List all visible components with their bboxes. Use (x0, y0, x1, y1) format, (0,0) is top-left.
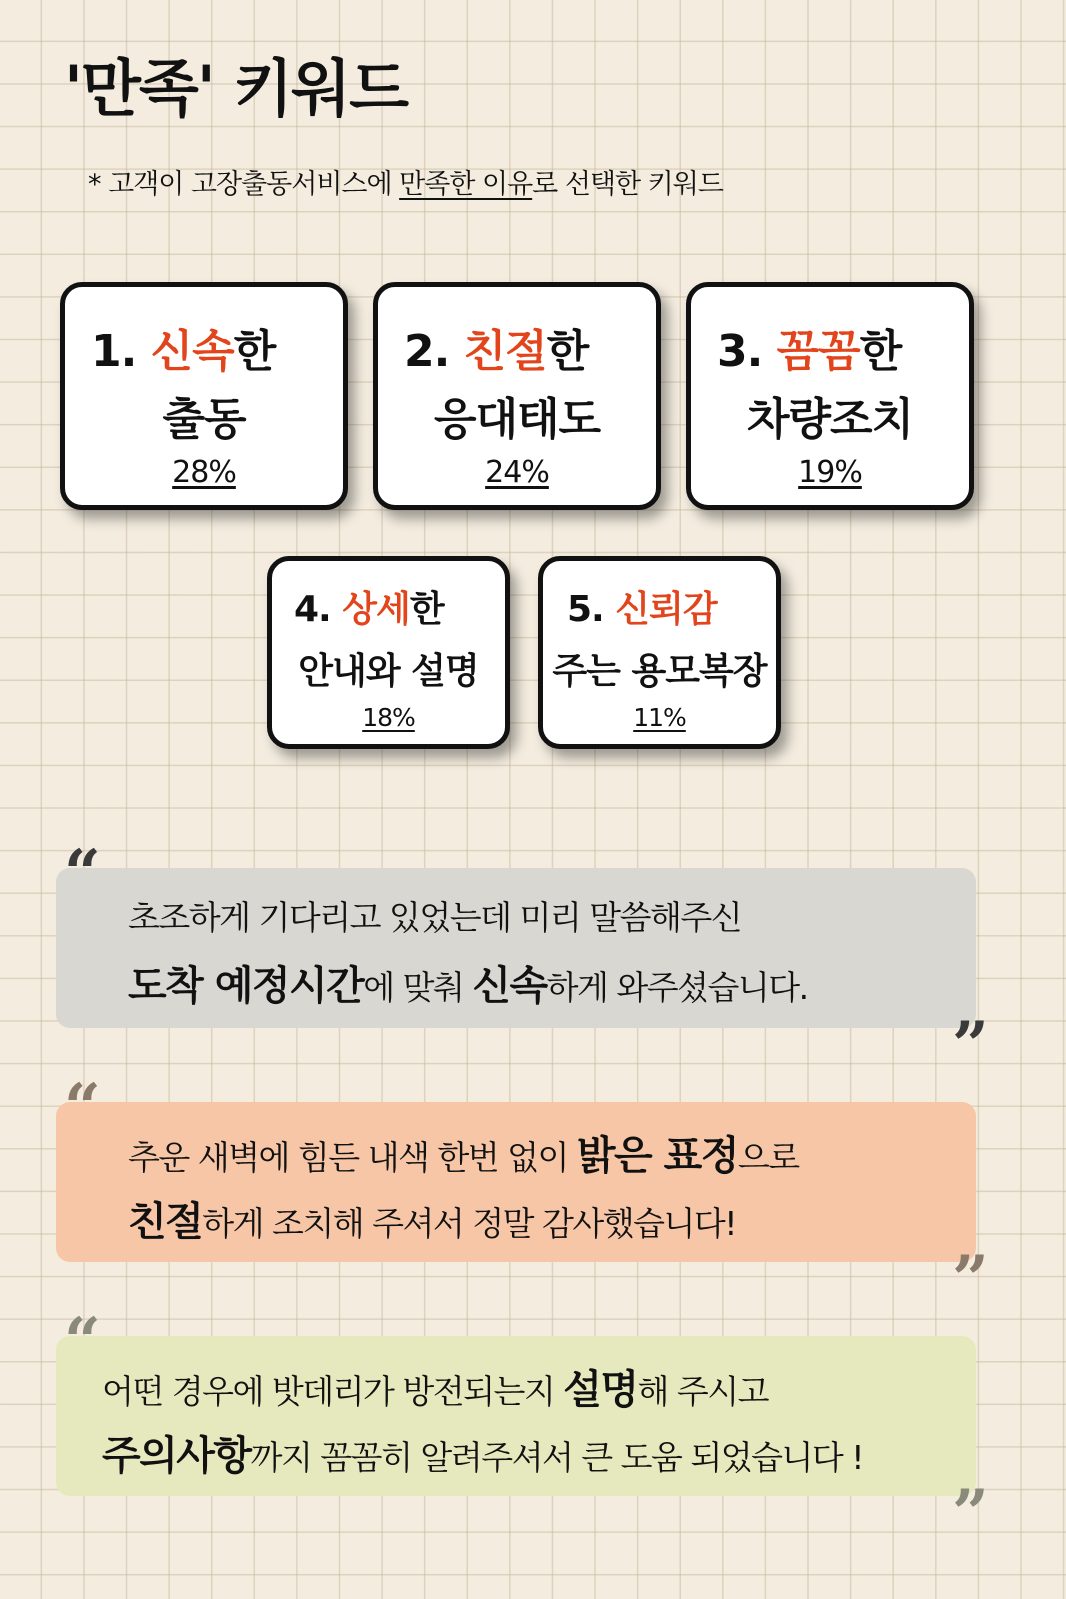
keyword-card-2 (373, 282, 661, 510)
review-line-1 (128, 1124, 799, 1181)
subtitle (88, 162, 723, 201)
review-card-1 (56, 868, 976, 1028)
keyword-highlight: 신뢰감 (615, 589, 717, 630)
review-text: 어떤 경우에 밧데리가 방전되는지 (102, 1372, 564, 1411)
keyword-card-5 (538, 556, 781, 749)
keyword-percent: 24% (485, 455, 549, 490)
keyword-rank: 1. (91, 326, 137, 377)
review-card-2 (56, 1102, 976, 1262)
keyword-suffix: 한 (233, 326, 276, 377)
review-line-2 (102, 1424, 863, 1481)
keyword-subtitle: 주는 용모복장 (552, 651, 767, 692)
review-emphasis: 도착 예정시간 (128, 963, 364, 1009)
keyword-percent: 18% (362, 703, 415, 732)
subtitle-prefix: * 고객이 고장출동서비스에 (88, 169, 400, 200)
close-quote-icon: ” (952, 1008, 989, 1083)
keyword-card-3 (686, 282, 974, 510)
keyword-suffix: 한 (546, 326, 589, 377)
review-text: 해 주시고 (637, 1372, 769, 1411)
review-text: 하게 와주셨습니다. (546, 968, 808, 1007)
review-card-3 (56, 1336, 976, 1496)
keyword-title (404, 315, 588, 379)
review-emphasis: 밝은 표정 (576, 1133, 738, 1179)
close-quote-icon: ” (952, 1476, 989, 1551)
review-text: 추운 새벽에 힘든 내색 한번 없이 (128, 1138, 577, 1177)
review-emphasis: 설명 (563, 1367, 638, 1413)
keyword-rank: 3. (717, 326, 763, 377)
keyword-highlight: 친절 (463, 326, 547, 377)
review-line-2 (128, 954, 808, 1011)
keyword-title (567, 581, 717, 632)
keyword-highlight: 상세 (342, 589, 410, 630)
keyword-percent: 11% (633, 703, 686, 732)
keyword-title (294, 581, 444, 632)
subtitle-suffix: 로 선택한 키워드 (532, 169, 723, 200)
review-line-2 (128, 1190, 736, 1247)
keyword-percent: 19% (798, 455, 862, 490)
keyword-suffix: 한 (859, 326, 902, 377)
review-emphasis: 신속 (472, 963, 547, 1009)
keyword-title (91, 315, 275, 379)
keyword-suffix: 한 (409, 589, 444, 630)
review-line-1 (102, 1358, 768, 1415)
keyword-highlight: 꼼꼼 (776, 326, 860, 377)
review-emphasis: 주의사항 (102, 1433, 251, 1479)
keyword-card-4 (267, 556, 510, 749)
keyword-subtitle: 안내와 설명 (298, 651, 479, 692)
keyword-card-1 (60, 282, 348, 510)
review-emphasis: 친절 (128, 1199, 203, 1245)
keyword-subtitle: 출동 (162, 394, 246, 445)
subtitle-underlined: 만족한 이유 (399, 169, 533, 200)
keyword-rank: 5. (567, 589, 604, 630)
review-text: 까지 꼼꼼히 알려주셔서 큰 도움 되었습니다 ! (250, 1438, 864, 1477)
page-title: '만족' 키워드 (64, 52, 408, 125)
keyword-title (717, 315, 901, 379)
review-text: 하게 조치해 주셔서 정말 감사했습니다! (202, 1204, 737, 1243)
keyword-subtitle: 응대태도 (433, 394, 600, 445)
review-text: 으로 (737, 1138, 799, 1177)
close-quote-icon: ” (952, 1242, 989, 1317)
keyword-rank: 2. (404, 326, 450, 377)
keyword-highlight: 신속 (150, 326, 234, 377)
review-line-1: 초조하게 기다리고 있었는데 미리 말씀해주신 (128, 898, 742, 937)
keyword-rank: 4. (294, 589, 331, 630)
keyword-subtitle: 차량조치 (746, 394, 913, 445)
review-text: 에 맞춰 (363, 968, 473, 1007)
keyword-percent: 28% (172, 455, 236, 490)
